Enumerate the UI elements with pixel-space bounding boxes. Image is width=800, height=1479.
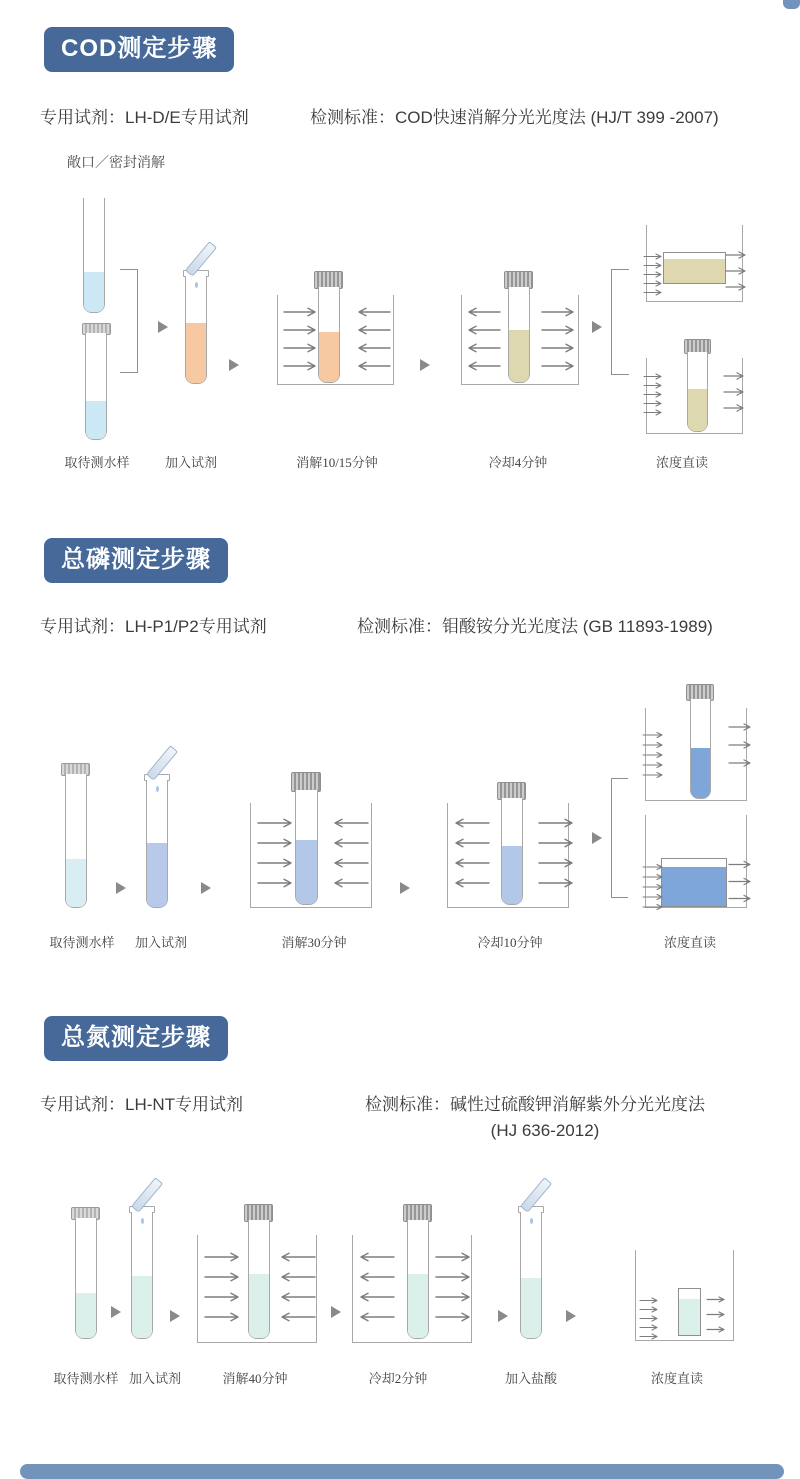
digestion-tube: [318, 287, 340, 383]
sample-tube: [65, 774, 87, 908]
light-arrows-out: [727, 856, 753, 907]
step-label-sample: 取待测水样: [64, 455, 130, 470]
heat-arrows-in-left: [256, 813, 294, 893]
acid-tube: [520, 1212, 542, 1339]
step-label-read: 浓度直读: [650, 1371, 704, 1386]
step-arrow-icon: [116, 882, 126, 894]
step-arrow-icon: [420, 359, 430, 371]
step-arrow-icon: [566, 1310, 576, 1322]
reagent-label: 专用试剂：LH-P1/P2专用试剂: [40, 617, 267, 636]
output-bracket: [611, 778, 628, 898]
sample-liquid: [84, 272, 104, 312]
light-arrows-in: [642, 252, 664, 297]
step-label-read: 浓度直读: [655, 455, 709, 470]
section-title-badge: 总氮测定步骤: [44, 1016, 228, 1061]
step-label-digest: 消解30分钟: [281, 935, 347, 950]
step-label-cool: 冷却4分钟: [488, 455, 548, 470]
heat-arrows-in-left: [282, 303, 318, 375]
reading-liquid: [688, 389, 707, 431]
heat-arrows-in-right: [279, 1247, 317, 1327]
light-arrows-out: [724, 247, 748, 295]
cool-arrows-out-left: [453, 813, 491, 893]
reagent-liquid: [147, 843, 167, 907]
section-title-badge: COD测定步骤: [44, 27, 234, 72]
sample-liquid: [76, 1293, 96, 1338]
step-label-cool: 冷却10分钟: [477, 935, 543, 950]
reading-liquid: [691, 748, 710, 798]
step-label-add-reagent: 加入试剂: [164, 455, 218, 470]
step-arrow-icon: [400, 882, 410, 894]
cooling-tube: [501, 798, 523, 905]
reagent-tube: [131, 1212, 153, 1339]
step-arrow-icon: [229, 359, 239, 371]
sample-liquid: [66, 859, 86, 907]
step-arrow-icon: [592, 321, 602, 333]
reagent-tube: [146, 780, 168, 908]
sample-tube-capped: [85, 333, 107, 440]
digested-liquid: [509, 330, 529, 382]
standard-label-line2: (HJ 636-2012): [490, 1121, 600, 1140]
reagent-drop: [141, 1218, 144, 1224]
standard-label: 检测标准：COD快速消解分光光度法 (HJ/T 399 -2007): [310, 108, 719, 127]
step-arrow-icon: [201, 882, 211, 894]
reagent-drop: [156, 786, 159, 792]
cuvette: [661, 858, 727, 907]
cooling-tube: [508, 287, 530, 383]
digestion-tube: [295, 790, 318, 905]
digestion-tube: [248, 1220, 270, 1339]
sample-tube-open: [83, 198, 105, 313]
step-label-add-reagent: 加入试剂: [134, 935, 188, 950]
reagent-drop: [195, 282, 198, 288]
light-arrows-in: [641, 862, 665, 912]
step-label-digest: 消解40分钟: [222, 1371, 288, 1386]
section-title-badge: 总磷测定步骤: [44, 538, 228, 583]
cuvette-liquid: [679, 1299, 700, 1335]
reagent-tube: [185, 276, 207, 384]
step-label-add-reagent: 加入试剂: [128, 1371, 182, 1386]
reagent-liquid: [132, 1276, 152, 1338]
group-bracket: [120, 269, 138, 373]
light-arrows-out: [722, 368, 746, 416]
cuvette: [678, 1288, 701, 1336]
light-arrows-in: [638, 1296, 660, 1341]
step-arrow-icon: [170, 1310, 180, 1322]
reagent-liquid: [186, 323, 206, 383]
heat-arrows-in-right: [356, 303, 392, 375]
step-arrow-icon: [331, 1306, 341, 1318]
step-label-digest: 消解10/15分钟: [296, 455, 378, 470]
acid-drop: [530, 1218, 533, 1224]
step-arrow-icon: [158, 321, 168, 333]
cool-arrows-out-right: [540, 303, 576, 375]
digestion-liquid: [296, 840, 317, 904]
digestion-liquid: [249, 1274, 269, 1338]
step-label-read: 浓度直读: [663, 935, 717, 950]
sample-liquid: [86, 401, 106, 439]
digestion-mode-note: 敞口／密封消解: [67, 156, 165, 171]
standard-label: [365, 1090, 725, 1141]
heat-arrows-in-right: [332, 813, 370, 893]
reagent-label: 专用试剂：LH-D/E专用试剂: [40, 108, 249, 127]
reagent-label: 专用试剂：LH-NT专用试剂: [40, 1095, 244, 1114]
step-label-cool: 冷却2分钟: [368, 1371, 428, 1386]
output-bracket: [611, 269, 629, 375]
cool-arrows-out-right: [434, 1247, 472, 1327]
step-arrow-icon: [498, 1310, 508, 1322]
cooling-liquid: [408, 1274, 428, 1338]
cuvette-liquid: [664, 259, 725, 283]
sample-tube: [75, 1218, 97, 1339]
cooling-tube: [407, 1220, 429, 1339]
standard-label: 检测标准：钼酸铵分光光度法 (GB 11893-1989): [357, 617, 713, 636]
cuvette-liquid: [662, 867, 726, 906]
cooling-liquid: [502, 846, 522, 904]
reading-tube: [687, 352, 708, 432]
cuvette: [663, 252, 726, 284]
footer-accent-bar: [20, 1464, 784, 1479]
acid-liquid: [521, 1278, 541, 1338]
heat-arrows-in-left: [203, 1247, 241, 1327]
cool-arrows-out-right: [537, 813, 575, 893]
step-arrow-icon: [111, 1306, 121, 1318]
tube-cap: [291, 772, 321, 792]
digestion-liquid: [319, 332, 339, 382]
standard-label-line1: 检测标准：碱性过硫酸钾消解紫外分光光度法: [365, 1095, 705, 1114]
top-right-accent-bar: [783, 0, 800, 9]
cool-arrows-out-left: [358, 1247, 396, 1327]
light-arrows-out: [705, 1292, 727, 1337]
step-label-add-acid: 加入盐酸: [504, 1371, 558, 1386]
light-arrows-in: [642, 372, 664, 417]
cool-arrows-out-left: [466, 303, 502, 375]
step-label-sample: 取待测水样: [53, 1371, 119, 1386]
step-label-sample: 取待测水样: [49, 935, 115, 950]
step-arrow-icon: [592, 832, 602, 844]
reading-tube: [690, 699, 711, 799]
light-arrows-out: [727, 718, 753, 772]
light-arrows-in: [641, 730, 665, 780]
